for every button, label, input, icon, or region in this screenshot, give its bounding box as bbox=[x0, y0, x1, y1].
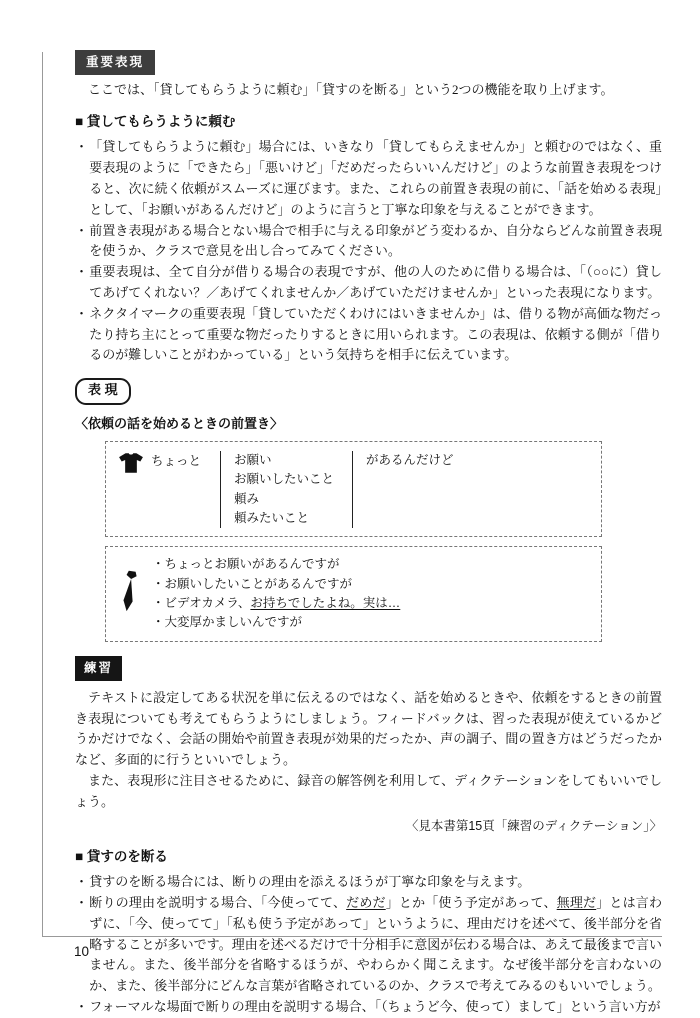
page-content bbox=[75, 50, 662, 1018]
left-border-line bbox=[42, 52, 43, 936]
expression-subtitle: 〈依頼の話を始めるときの前置き〉 bbox=[75, 415, 284, 431]
intro-text: ここでは、「貸してもらうように頼む」「貸すのを断る」という2つの機能を取り上げます。 bbox=[88, 82, 614, 97]
bullet-marker: ・ bbox=[75, 894, 89, 910]
practice-paragraph-1: テキストに設定してある状況を単に伝えるのではなく、話を始めるときや、依頼をするときの前置き表現についても考えてもらうようにしましょう。フィードバックは、習った表現が使えているかどうかだけでなく、会話の開始や前置き表現が効果的だったか、声の調子、間の置き方はどうだったかなど、多面的に行うといいでしょう。 bbox=[75, 689, 662, 768]
starter-tail-column: があるんだけど bbox=[352, 451, 589, 529]
refuse-bullet-1 bbox=[75, 872, 662, 893]
bullet-text: 前置き表現がある場合とない場合で相手に与える印象がどう変わるか、自分ならどんな前置き表現を使うか、クラスで意見を出し合ってみてください。 bbox=[89, 222, 662, 259]
square-marker: ■ bbox=[75, 113, 84, 129]
bullet-text: フォーマルな場面で断りの理由を説明する場合、「（ちょうど今、使って）まして」という言い方が bbox=[89, 998, 661, 1014]
practice-label: 練習 bbox=[75, 656, 122, 681]
bullet-text: 断りの理由を説明する場合、「今使ってて、だめだ」とか「使う予定があって、無理だ」とは言わずに、「今、使ってて」「私も使う予定があって」というように、理由だけを述べて、後半部分を省略することが多いです。理由を述べるだけで十分相手に意図が伝わる場合は、あえて最後まで言いません。また、後半部分を省略するほうが、やわらかく聞こえます。なぜ後半部分を言わないのか、また、後半部分にどんな言葉が省略されているのか、クラスで考えてみるのもいいでしょう。 bbox=[89, 894, 662, 994]
ask-bullet-3 bbox=[75, 262, 662, 304]
starter-middle-column bbox=[220, 451, 352, 529]
bullet-marker: ・ bbox=[75, 305, 89, 321]
starter-expression-box bbox=[105, 441, 602, 538]
polite-expression-line: ・ちょっとお願いがあるんですが bbox=[152, 557, 340, 572]
ask-bullet-2 bbox=[75, 221, 662, 263]
polite-expression-line: ・お願いしたいことがあるんですが bbox=[152, 576, 353, 591]
starter-middle-item: 頼みたいこと bbox=[234, 510, 310, 525]
necktie-icon bbox=[122, 571, 136, 617]
square-marker: ■ bbox=[75, 848, 84, 864]
refuse-bullet-2 bbox=[75, 893, 662, 997]
starter-middle-item: お願いしたいこと bbox=[234, 472, 335, 487]
refuse-bullet-3 bbox=[75, 997, 662, 1018]
page-number: 10 bbox=[74, 944, 90, 959]
bullet-marker: ・ bbox=[75, 264, 89, 280]
bullet-marker: ・ bbox=[75, 874, 89, 890]
section-heading-ask-text: 貸してもらうように頼む bbox=[86, 113, 236, 129]
polite-expression-list bbox=[152, 555, 400, 633]
bullet-marker: ・ bbox=[75, 222, 89, 238]
bullet-text: 「貸してもらうように頼む」場合には、いきなり「貸してもらえませんか」と頼むのではなく、重要表現のように「できたら」「悪いけど」「だめだったらいいんだけど」のような前置き表現をつけると、次に続く依頼がスムーズに運びます。また、これらの前置き表現の前に、「話を始める表現」として、「お願いがあるんだけど」のように言うと丁寧な印象を与えることができます。 bbox=[89, 139, 662, 217]
ask-bullet-1 bbox=[75, 137, 662, 220]
polite-expression-line: ・大変厚かましいんですが bbox=[152, 615, 303, 630]
bullet-text: 貸すのを断る場合には、断りの理由を添えるほうが丁寧な印象を与えます。 bbox=[89, 874, 531, 890]
tshirt-icon bbox=[118, 452, 144, 474]
starter-lead-text: ちょっと bbox=[151, 453, 202, 468]
bullet-marker: ・ bbox=[75, 998, 89, 1014]
section-heading-refuse bbox=[75, 846, 662, 868]
starter-middle-item: 頼み bbox=[234, 491, 260, 506]
starter-middle-item: お願い bbox=[234, 452, 272, 467]
sample-book-reference: 〈見本書第15頁「練習のディクテーション」〉 bbox=[405, 818, 662, 833]
bullet-text: ネクタイマークの重要表現「貸していただくわけにはいきませんか」は、借りる物が高価な物だったり持ち主にとって重要な物だったりするときに用いられます。この表現は、依頼する側が「借りるのが難しいことがわかっている」という気持ちを相手に伝えています。 bbox=[89, 305, 662, 363]
bullet-text: 重要表現は、全て自分が借りる場合の表現ですが、他の人のために借りる場合は、「（○○に）貸してあげてくれない？／あげてくれませんか／あげていただけませんか」といった表現になります。 bbox=[89, 264, 662, 300]
polite-expression-box bbox=[105, 546, 602, 642]
ask-bullet-4 bbox=[75, 304, 662, 366]
section-heading-refuse-text: 貸すのを断る bbox=[86, 848, 168, 864]
expression-label: 表 現 bbox=[75, 378, 131, 405]
bullet-marker: ・ bbox=[75, 139, 89, 155]
important-expressions-label: 重要表現 bbox=[75, 50, 155, 75]
polite-expression-line: ・ビデオカメラ、お持ちでしたよね。実は… bbox=[152, 596, 401, 610]
section-heading-ask bbox=[75, 111, 662, 133]
practice-paragraph-2: また、表現形に注目させるために、録音の解答例を利用して、ディクテーションをしてもいいでしょう。 bbox=[75, 772, 662, 809]
starter-lead-column bbox=[118, 451, 220, 529]
